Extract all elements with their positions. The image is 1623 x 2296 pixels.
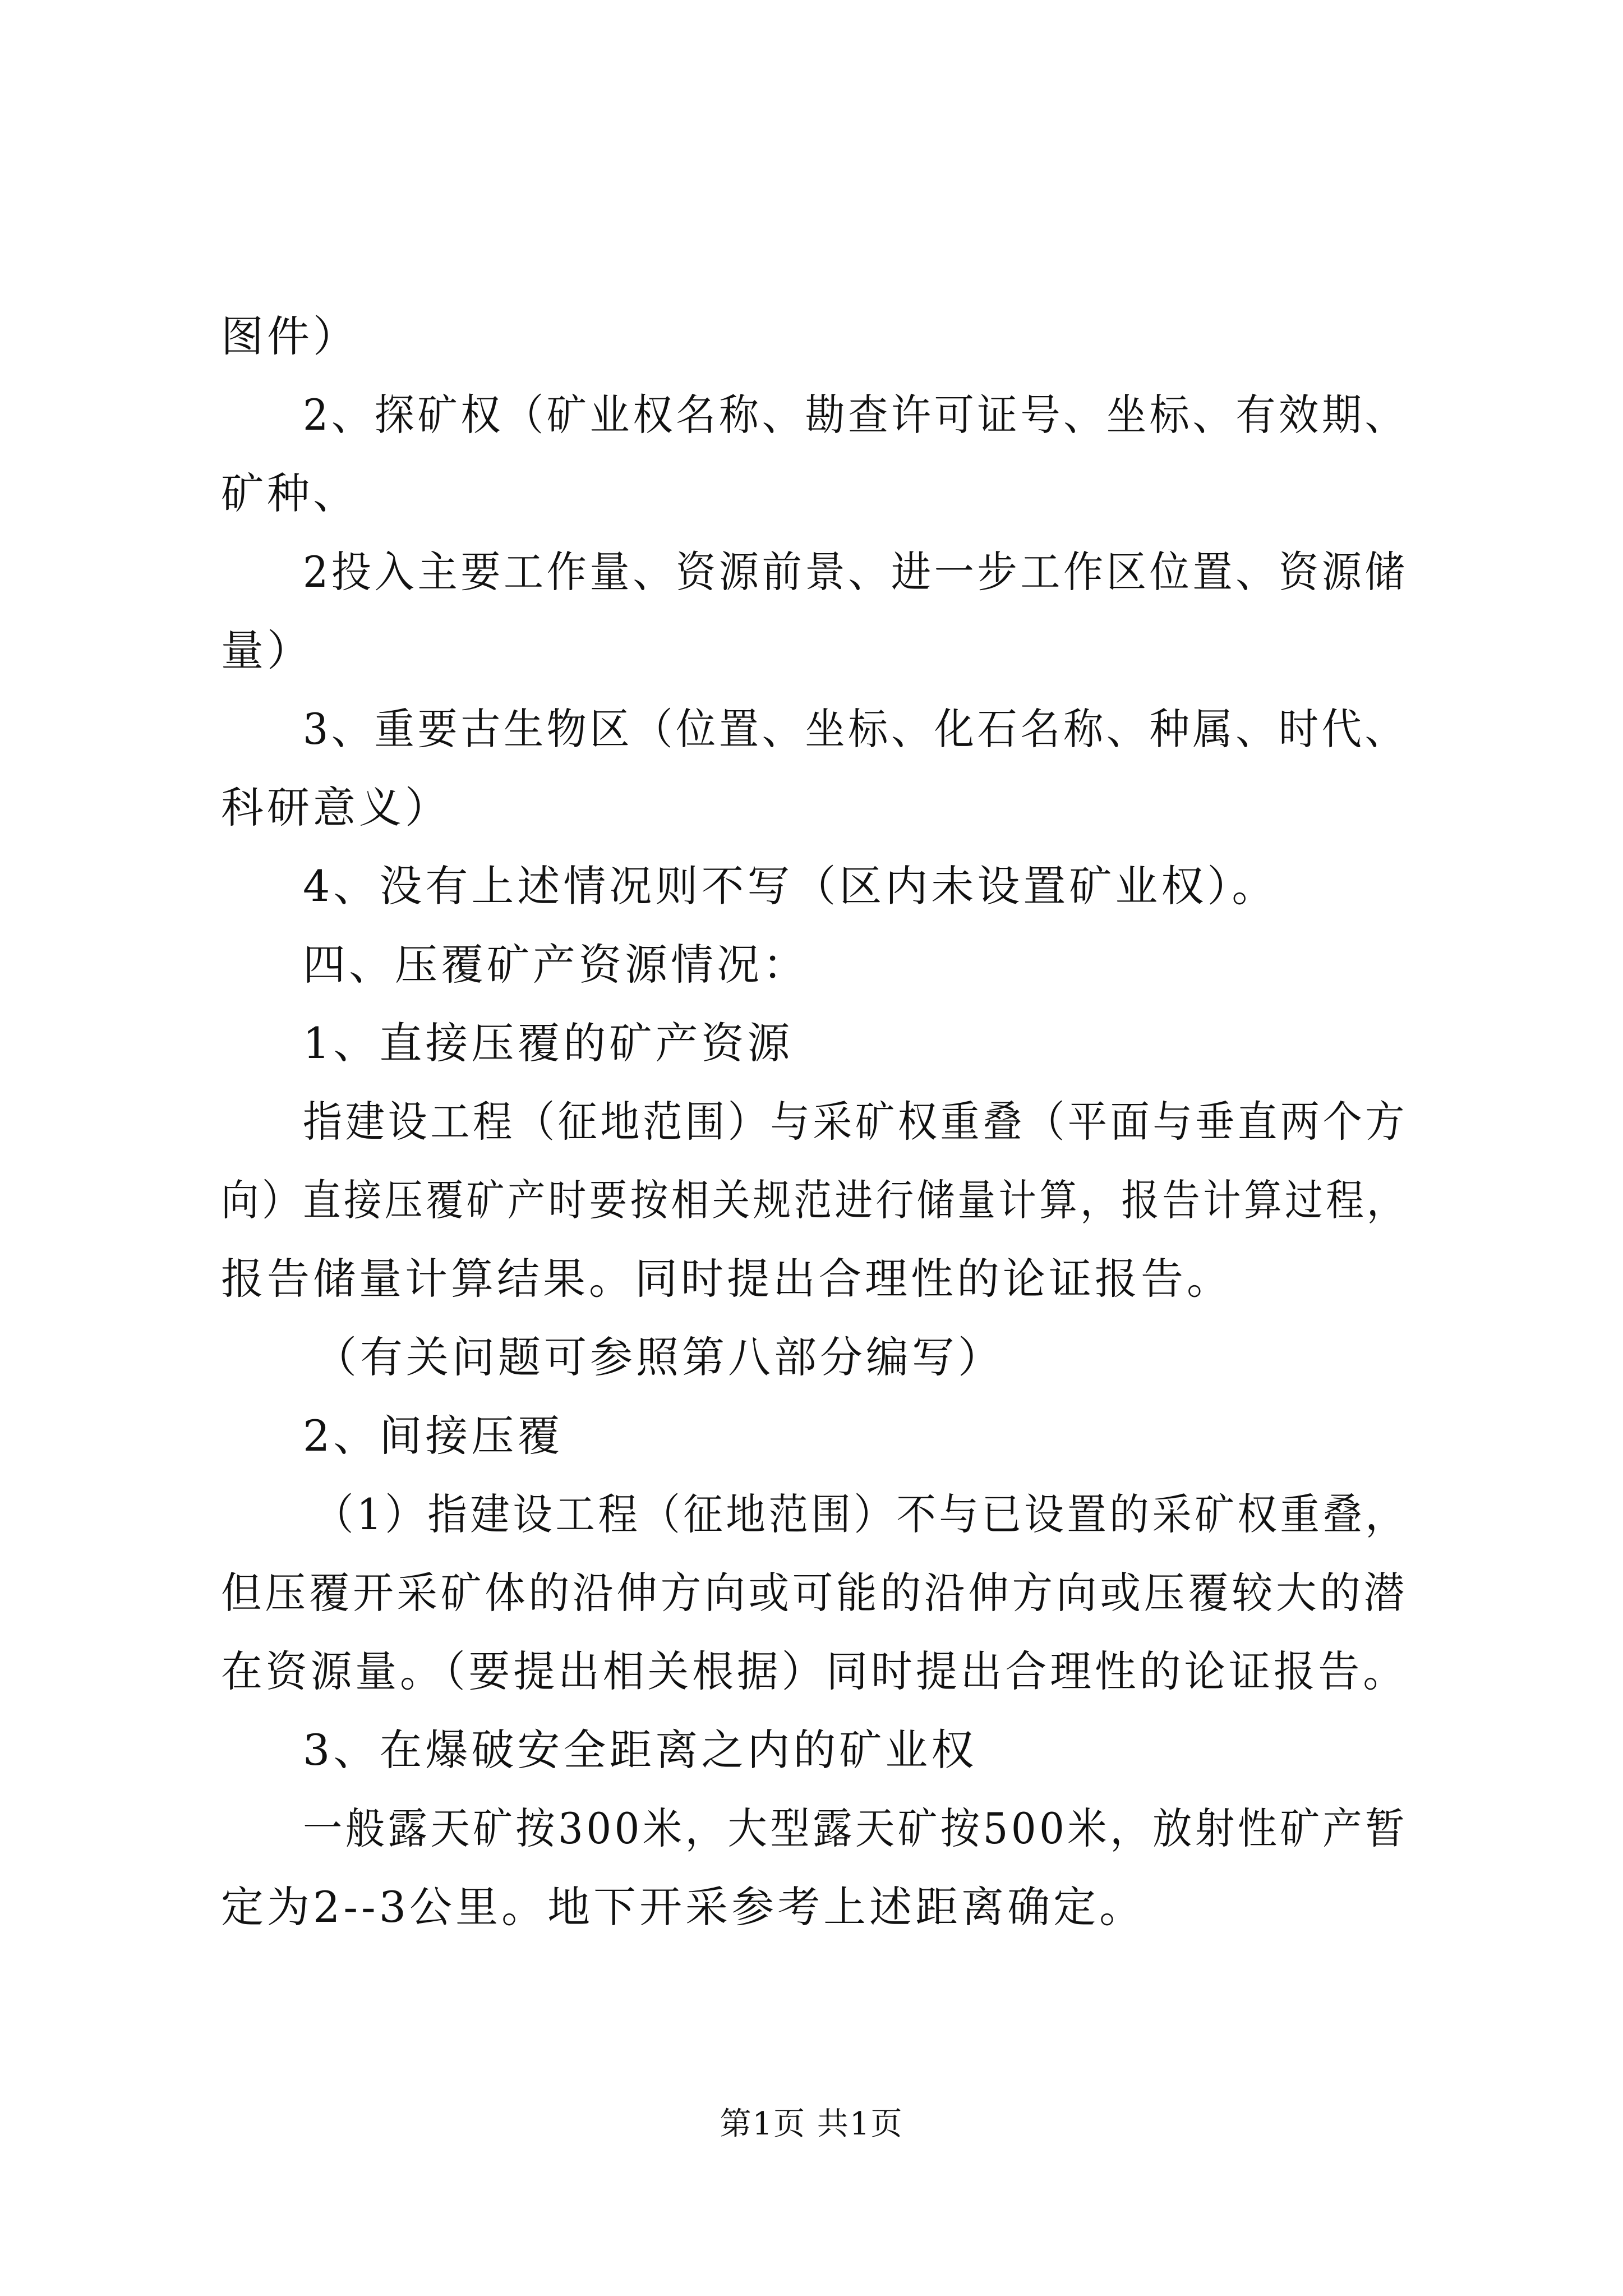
text-line: 科研意义） xyxy=(221,783,451,832)
text-line: 指建设工程（征地范围）与采矿权重叠（平面与垂直两个方 xyxy=(303,1097,1408,1147)
page-footer: 第1页 共1页 xyxy=(720,2106,903,2142)
text-line: 向）直接压覆矿产时要按相关规范进行储量计算，报告计算过程， xyxy=(221,1175,1408,1225)
section-heading: 四、压覆矿产资源情况： xyxy=(303,940,809,990)
subsection-heading: 2、间接压覆 xyxy=(303,1411,564,1461)
text-line: 2投入主要工作量、资源前景、进一步工作区位置、资源储 xyxy=(303,547,1408,597)
text-line: 图件） xyxy=(221,311,359,361)
text-line: 矿种、 xyxy=(221,468,359,518)
text-line: 量） xyxy=(221,625,313,675)
text-line: 但压覆开采矿体的沿伸方向或可能的沿伸方向或压覆较大的潜 xyxy=(221,1568,1408,1618)
text-line: 报告储量计算结果。同时提出合理性的论证报告。 xyxy=(221,1254,1233,1304)
text-line: 定为2--3公里。地下开采参考上述距离确定。 xyxy=(221,1882,1146,1932)
text-line: 在资源量。（要提出相关根据）同时提出合理性的论证报告。 xyxy=(221,1646,1408,1696)
text-line: 3、重要古生物区（位置、坐标、化石名称、种属、时代、 xyxy=(303,704,1408,754)
subsection-heading: 1、直接压覆的矿产资源 xyxy=(303,1018,794,1068)
text-line: 4、没有上述情况则不写（区内未设置矿业权）。 xyxy=(303,861,1278,911)
text-line: （1）指建设工程（征地范围）不与已设置的采矿权重叠， xyxy=(314,1489,1408,1539)
text-line: （有关问题可参照第八部分编写） xyxy=(314,1332,1004,1382)
text-line: 一般露天矿按300米，大型露天矿按500米，放射性矿产暂 xyxy=(303,1803,1408,1853)
subsection-heading: 3、在爆破安全距离之内的矿业权 xyxy=(303,1725,978,1775)
text-line: 2、探矿权（矿业权名称、勘查许可证号、坐标、有效期、 xyxy=(303,390,1408,440)
